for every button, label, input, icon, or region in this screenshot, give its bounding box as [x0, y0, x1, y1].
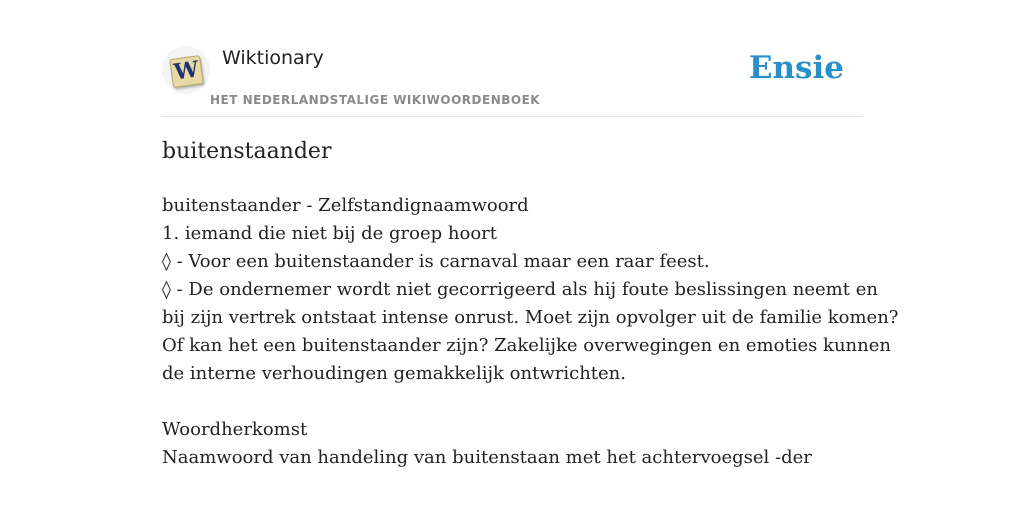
entry-content	[162, 192, 899, 472]
etymology-text: Naamwoord van handeling van buitenstaan met het achtervoegsel -der	[162, 447, 812, 468]
page-title: buitenstaander	[162, 139, 332, 164]
etymology-heading: Woordherkomst	[162, 419, 308, 440]
ensie-brand-link[interactable]: Ensie	[748, 50, 844, 86]
site-tagline: HET NEDERLANDSTALIGE WIKIWOORDENBOEK	[210, 93, 541, 107]
logo-tile	[169, 55, 204, 88]
example-2-line-4: de interne verhoudingen gemakkelijk ontwrichten.	[162, 363, 626, 384]
site-header	[162, 40, 862, 117]
wiktionary-logo-icon[interactable]	[162, 46, 210, 94]
example-2-line-1: ◊ - De ondernemer wordt niet gecorrigeerd als hij foute beslissingen neemt en	[162, 279, 878, 300]
example-2-line-2: bij zijn vertrek ontstaat intense onrust. Moet zijn opvolger uit de familie komen?	[162, 307, 899, 328]
logo-letter: W	[172, 56, 201, 86]
example-1: ◊ - Voor een buitenstaander is carnaval maar een raar feest.	[162, 251, 710, 272]
spacer	[162, 388, 862, 416]
site-name[interactable]: Wiktionary	[222, 47, 324, 69]
example-2-line-3: Of kan het een buitenstaander zijn? Zakelijke overwegingen en emoties kunnen	[162, 335, 891, 356]
definition-heading: buitenstaander - Zelfstandignaamwoord	[162, 195, 529, 216]
definition-text: 1. iemand die niet bij de groep hoort	[162, 223, 497, 244]
